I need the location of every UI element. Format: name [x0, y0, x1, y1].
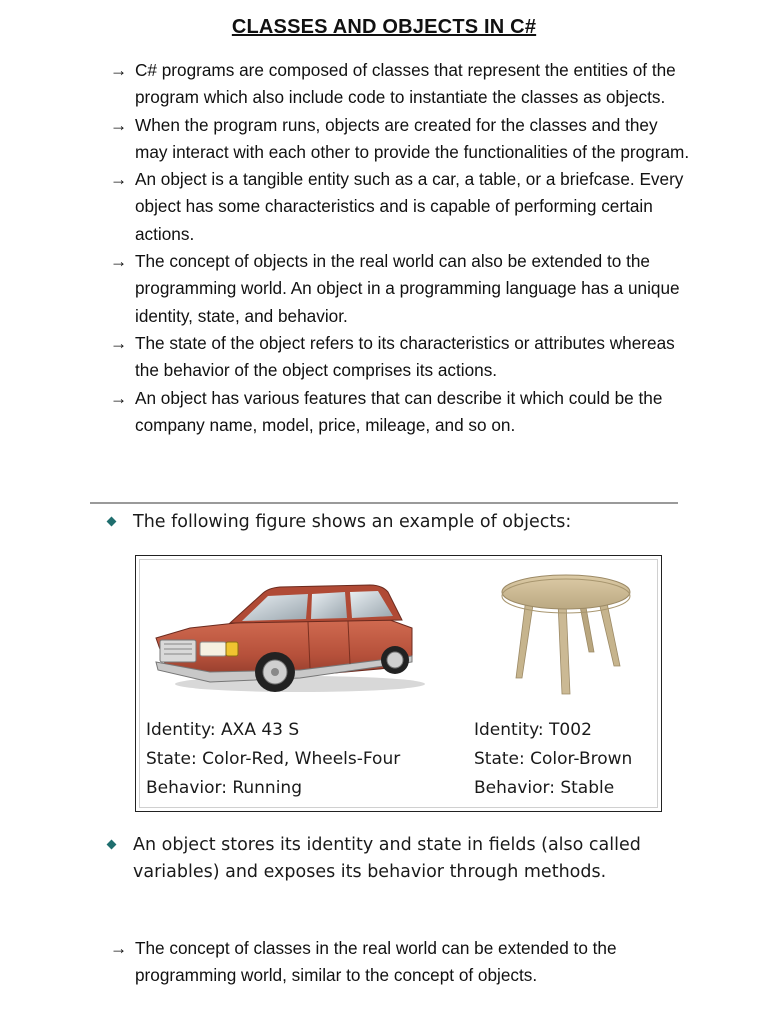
intro-bullet-list	[110, 57, 690, 439]
arrow-icon: →	[110, 114, 128, 135]
table-behavior: Behavior: Stable	[474, 778, 615, 798]
arrow-icon: →	[110, 169, 128, 190]
list-item	[110, 112, 690, 167]
page-title: CLASSES AND OBJECTS IN C#	[231, 16, 537, 38]
car-identity: Identity: AXA 43 S	[146, 720, 300, 740]
list-item-text: An object has various features that can describe it which could be the company name, model, price, mileage, and so on.	[135, 387, 663, 435]
list-item	[110, 330, 690, 385]
arrow-icon: →	[110, 60, 128, 80]
list-item-text: The concept of objects in the real world can also be extended to the programming world. An object in a programming language has a unique identity, state, and behavior.	[135, 251, 680, 326]
list-item-text: An object is a tangible entity such as a car, a table, or a briefcase. Every object has some characteristics and is capable of performing certain actions.	[135, 169, 684, 244]
list-item	[110, 57, 690, 112]
list-item	[110, 166, 690, 248]
section-divider	[90, 502, 678, 504]
list-item-text: The state of the object refers to its characteristics or attributes whereas the behavior of the object comprises its actions.	[135, 332, 675, 381]
arrow-icon: →	[110, 332, 128, 353]
closing-bullet	[110, 935, 690, 990]
table-caption	[474, 716, 632, 803]
arrow-icon: →	[110, 387, 128, 408]
table-identity: Identity: T002	[474, 720, 592, 740]
list-item-text: When the program runs, objects are created for the classes and they may interact with each other to provide the functionalities of the program.	[135, 114, 690, 162]
figure-intro-text: The following figure shows an example of objects:	[133, 512, 572, 532]
objects-figure	[135, 555, 662, 812]
car-illustration	[150, 576, 430, 696]
car-state: State: Color-Red, Wheels-Four	[146, 749, 401, 769]
list-item-text: C# programs are composed of classes that represent the entities of the program which also include code to instantiate the classes as objects.	[135, 60, 676, 108]
list-item	[110, 248, 690, 330]
car-caption	[146, 716, 400, 803]
figure-intro	[108, 509, 648, 536]
closing-bullet-text: The concept of classes in the real world can be extended to the programming world, similar to the concept of objects.	[135, 938, 617, 986]
arrow-icon: →	[110, 938, 128, 958]
fields-note-text: An object stores its identity and state in fields (also called variables) and exposes its behavior through methods.	[133, 835, 641, 882]
list-item	[110, 385, 690, 440]
car-behavior: Behavior: Running	[146, 778, 302, 798]
table-state: State: Color-Brown	[474, 749, 633, 769]
arrow-icon: →	[110, 251, 128, 272]
fields-note	[108, 832, 648, 886]
table-illustration	[498, 566, 638, 706]
